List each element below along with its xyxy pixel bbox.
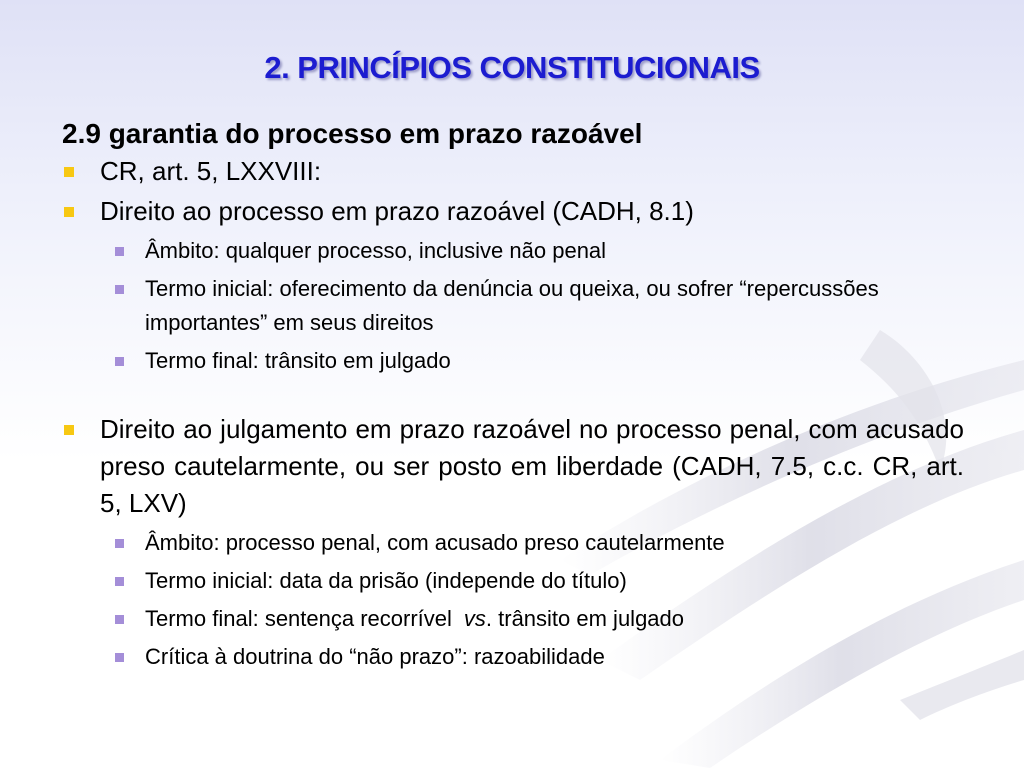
bullet-text: Direito ao processo em prazo razoável (CADH, 8.1) [100, 196, 694, 226]
slide-content [62, 118, 964, 674]
sub-bullet-text: Termo final: trânsito em julgado [145, 348, 451, 373]
bullet-item [62, 153, 964, 190]
sub-bullet-text-after: . trânsito em julgado [485, 606, 685, 631]
sub-bullet-item [62, 234, 964, 268]
bullet-text: CR, art. 5, LXXVIII: [100, 156, 322, 186]
sub-bullet-text: Termo inicial: data da prisão (independe do título) [145, 568, 627, 593]
square-bullet-icon [115, 577, 124, 586]
sub-bullet-item [62, 344, 964, 378]
sub-bullet-item [62, 272, 964, 340]
sub-bullet-text-before: Termo final: sentença recorrível [145, 606, 452, 631]
square-bullet-icon [115, 247, 124, 256]
square-bullet-icon [64, 207, 74, 217]
sub-bullet-item [62, 526, 964, 560]
square-bullet-icon [115, 653, 124, 662]
bullet-text: Direito ao julgamento em prazo razoável no processo penal, com acusado preso cautelarmente, ou ser posto em liberdade (CADH, 7.5, c.c. CR, art. 5, LXV) [100, 414, 964, 518]
sub-bullet-item [62, 640, 964, 674]
section-subtitle: 2.9 garantia do processo em prazo razoável [62, 118, 643, 149]
sub-bullet-text: Termo inicial: oferecimento da denúncia ou queixa, ou sofrer “repercussões importantes” em seus direitos [145, 276, 879, 335]
square-bullet-icon [64, 167, 74, 177]
square-bullet-icon [115, 615, 124, 624]
square-bullet-icon [115, 285, 124, 294]
sub-bullet-text-italic: vs [463, 606, 486, 631]
square-bullet-icon [115, 539, 124, 548]
bullet-item [62, 193, 964, 230]
bullet-item [62, 411, 964, 522]
slide-title: 2. PRINCÍPIOS CONSTITUCIONAIS [264, 50, 760, 85]
sub-bullet-text: Crítica à doutrina do “não prazo”: razoabilidade [145, 644, 605, 669]
sub-bullet-text: Âmbito: qualquer processo, inclusive não penal [145, 238, 607, 263]
sub-bullet-text: Âmbito: processo penal, com acusado preso cautelarmente [145, 530, 725, 555]
square-bullet-icon [115, 357, 124, 366]
sub-bullet-item [62, 564, 964, 598]
square-bullet-icon [64, 425, 74, 435]
sub-bullet-item [62, 602, 964, 636]
